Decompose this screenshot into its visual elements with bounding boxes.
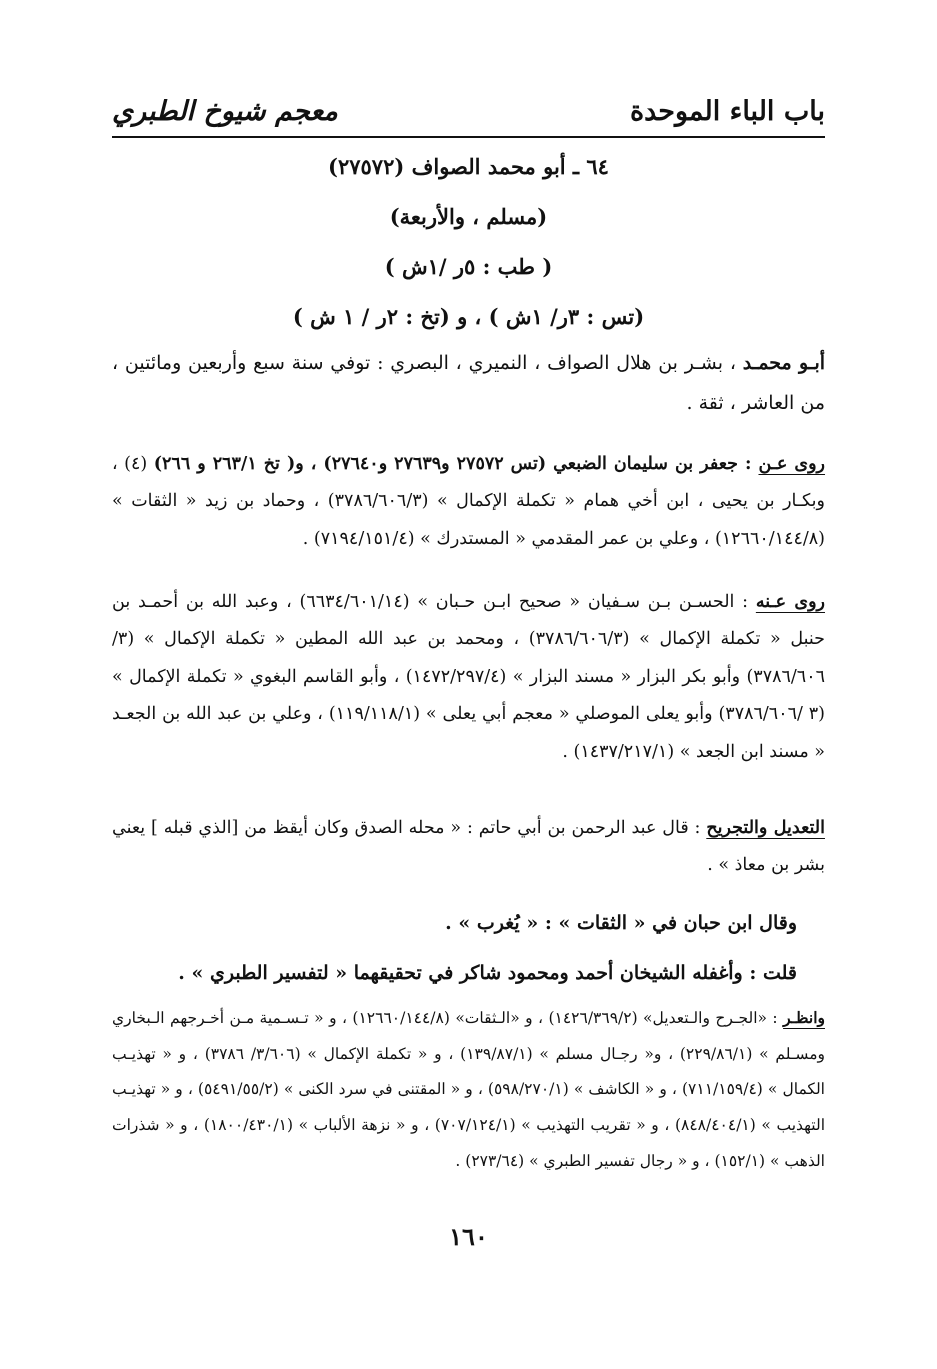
entry-tafsir-tarikh: (تس : ٣ر/ ١ش ) ، و (تخ : ٢ر / ١ ش ) (292, 304, 645, 329)
narrated-by-text: : الحسـن بـن سـفيان « صحيح ابـن حـبان » (٦٦٣٤/٦٠١/١٤) ، وعبد الله بن أحمـد بن حنبل « تكملة الإكمال » (٣٧٨٦/٦٠٦/٣) ، ومحمد بن عبد الله المطين « تكملة الإكمال » (٣/ ٣٧٨٦/٦٠٦) وأبو بكر البزار « مسند البزار » (١٤٧٢/٢٩٧/٤) ، وأبو القاسم البغوي « تكملة الإكمال » (٣ /٣٧٨٦/٦٠٦) وأبو يعلى الموصلي « معجم أبي يعلى » (١١٩/١١٨/١) ، وعلي بن عبد الله بن الجعـد « مسند ابن الجعد » (١٤٣٧/٢١٧/١) . (112, 592, 825, 762)
narrated-from-label: روى عـن (758, 454, 826, 474)
narrated-by-paragraph (112, 584, 825, 771)
header-book-title: معجم شيوخ الطبري (112, 95, 338, 127)
bio-paragraph (112, 344, 825, 424)
jarh-text: : قال عبد الرحمن بن أبي حاتم : « محله الصدق وكان أيقظ من [الذي قبله ] يعني بشر بن معاذ » . (112, 818, 825, 876)
ibn-hibban-line: وقال ابن حبان في « الثقات » : « يُغرب » . (445, 912, 797, 934)
running-header (112, 86, 825, 138)
narrated-from-text: (٤) ، وبكـار بن يحيى ، ابن أخي همام « تكملة الإكمال » (٣٧٨٦/٦٠٦/٣) ، وحماد بن زيد « الثقات » (١٢٦٦٠/١٤٤/٨) ، وعلي بن عمر المقدمي « المستدرك » (٧١٩٤/١٥١/٤) . (112, 454, 825, 549)
bio-text: ، بشـر بن هلال الصواف ، النميري ، البصري : توفي سنة سبع وأربعين ومائتين ، من العاشر ، ثقة . (112, 352, 825, 414)
see-also-label: وانظـر (783, 1008, 825, 1027)
jarh-label: التعديل والتجريح (706, 818, 825, 838)
jarh-paragraph (112, 810, 825, 885)
entry-sources: (مسلم ، والأربعة) (389, 204, 548, 229)
bio-name: أبـو محمـد (742, 352, 826, 374)
editor-note: قلت : وأغفله الشيخان أحمد ومحمود شاكر في تحقيقهما « لتفسير الطبري » . (178, 962, 797, 984)
page-number: ١٦٠ (449, 1222, 488, 1251)
narrated-by-label: روى عـنه (755, 592, 825, 612)
see-also-text: : «الجـرح والـتعديل» (١٤٢٦/٣٦٩/٢) ، و «الـثقات» (١٢٦٦٠/١٤٤/٨) ، و « تـسـمية مـن أخـرجهم الـبخاري ومسـلم » (٢٢٩/٨٦/١) ، و« رجـال مسلم » (١٣٩/٨٧/١) ، و « تكملة الإكمال » (٣/٦٠٦/ ٣٧٨٦) ، و « تهذيـب الكمال » (٧١١/١٥٩/٤) ، و « الكاشف » (٥٩٨/٢٧٠/١) ، و « المقتنى في سرد الكنى » (٥٤٩١/٥٥/٢) ، و « تهذيـب التهذيب » (٨٤٨/٤٠٤/١) ، و « تقريب التهذيب » (٧٠٧/١٢٤/١) ، و « نزهة الألباب » (١٨٠٠/٤٣٠/١) ، و « شذرات الذهب » (١٥٢/١) ، و « رجال تفسير الطبري » (٢٧٣/٦٤) . (112, 1009, 825, 1170)
see-also-paragraph (112, 1000, 825, 1179)
entry-tabari-count: ( طب : ٥ر /١ش ) (384, 254, 553, 279)
header-section-title: باب الباء الموحدة (629, 95, 825, 127)
narrated-from-lead: : جعفر بن سليمان الضبعي (تس ٢٧٥٧٢ و٢٧٦٣٩ و٢٧٦٤٠) ، و( تخ ٢٦٣/١ و ٢٦٦) (153, 454, 759, 474)
narrated-from-paragraph (112, 446, 825, 558)
entry-title: ٦٤ ـ أبو محمد الصواف (٢٧٥٧٢) (328, 154, 609, 179)
